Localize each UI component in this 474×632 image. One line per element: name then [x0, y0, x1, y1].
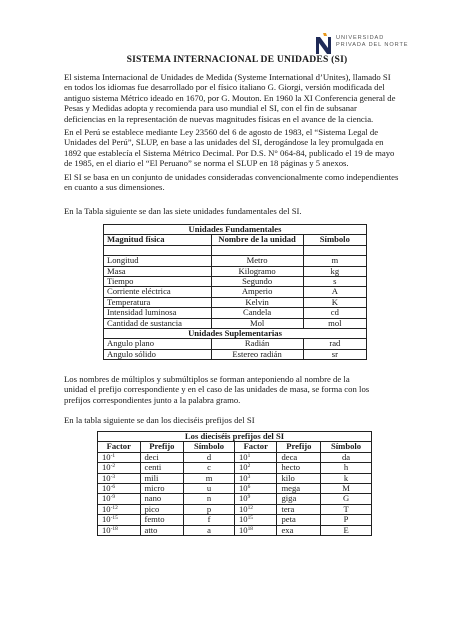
text-line: en cuanto a sus dimensiones.: [64, 182, 165, 193]
factor-exponent: 15: [247, 515, 253, 522]
paragraph-table-intro: [64, 206, 412, 216]
factor-base: 10: [238, 524, 248, 535]
factor-exponent: -2: [110, 463, 116, 470]
page-title: SISTEMA INTERNACIONAL DE UNIDADES (SI): [126, 54, 348, 65]
factor-exponent: 6: [247, 484, 251, 491]
factor-base: 10: [102, 503, 111, 514]
table-title-row: [104, 225, 367, 235]
factor-exponent: -1: [110, 452, 116, 459]
factor-base: 10: [238, 472, 248, 483]
factor-exponent: 2: [247, 463, 251, 470]
table-cell: K: [303, 297, 366, 307]
table-cell: Segundo: [211, 277, 303, 287]
section-title: Unidades Suplementarias: [104, 329, 367, 339]
column-header: Símbolo: [184, 442, 235, 452]
text-line: El sistema Internacional de Unidades de Medida (Systeme International d’Unites), llamado SI: [64, 72, 391, 82]
table-cell: Angulo sólido: [104, 349, 212, 359]
factor-base: 10: [238, 503, 248, 514]
table-cell: m: [303, 256, 366, 266]
table-cell: p: [184, 504, 235, 514]
text-line: Los nombres de múltiplos y submúltiplos se forman anteponiendo al nombre de la: [64, 374, 350, 384]
table-row: [104, 266, 367, 276]
table-row: [98, 463, 372, 473]
text-line: unidad el prefijo correspondiente y en el caso de las unidades de masa, se forma con los: [64, 384, 370, 395]
factor-cell: [98, 463, 141, 473]
table-cell: peta: [277, 515, 321, 525]
paragraph-si-basis: [64, 172, 412, 193]
table-title-row: [98, 432, 372, 442]
factor-cell: [98, 452, 141, 462]
factor-exponent: -15: [110, 515, 118, 522]
table-cell: hecto: [277, 463, 321, 473]
text-line: En el Perú se establece mediante Ley 23560 del 6 de agosto de 1983, el “Sistema Legal de: [64, 127, 379, 137]
factor-cell: [98, 525, 141, 535]
table-cell: Angulo plano: [104, 339, 212, 349]
table-cell: d: [184, 452, 235, 462]
factor-cell: [234, 452, 277, 462]
table-row: [104, 318, 367, 328]
table-cell: Estereo radián: [211, 349, 303, 359]
table-cell: G: [321, 494, 372, 504]
column-header: Factor: [234, 442, 277, 452]
factor-base: 10: [102, 514, 111, 525]
table-cell: Temperatura: [104, 297, 212, 307]
column-header: Prefijo: [140, 442, 184, 452]
table-cell: Kilogramo: [211, 266, 303, 276]
table-cell: mol: [303, 318, 366, 328]
table-cell: P: [321, 515, 372, 525]
table-cell: mili: [140, 473, 184, 483]
factor-base: 10: [102, 493, 111, 504]
factor-base: 10: [102, 483, 111, 494]
table-cell: h: [321, 463, 372, 473]
fundamental-units-table: [103, 224, 367, 360]
table-cell: nano: [140, 494, 184, 504]
text-line: El SI se basa en un conjunto de unidades consideradas convencionalmente como independientes: [64, 172, 399, 182]
table-cell: s: [303, 277, 366, 287]
table-row: [104, 256, 367, 266]
table-cell: micro: [140, 484, 184, 494]
table-title: Unidades Fundamentales: [104, 225, 367, 235]
factor-cell: [98, 484, 141, 494]
factor-exponent: -6: [110, 484, 116, 491]
text-line: antiguo sistema Métrico ideado en 1670, por G. Mouton. En 1960 la XI Conferencia general de: [64, 92, 396, 103]
text-line: 1892 que establecía el Sistema Métrico Decimal. Por D.S. N° 064-84, publicado el 19 de mayo: [64, 147, 395, 158]
text-line: En la Tabla siguiente se dan las siete unidades fundamentales del SI.: [64, 206, 302, 216]
factor-exponent: -3: [110, 473, 116, 480]
table-cell: k: [321, 473, 372, 483]
prefix-table: [97, 431, 372, 536]
factor-exponent: 3: [247, 473, 251, 480]
table-cell: Masa: [104, 266, 212, 276]
table-cell: u: [184, 484, 235, 494]
factor-cell: [234, 494, 277, 504]
text-line: de 1985, en el diario el “El Peruano” se norma el SLUP en 18 páginas y 5 anexos.: [64, 158, 349, 169]
table-cell: Intensidad luminosa: [104, 308, 212, 318]
table-row: [98, 484, 372, 494]
table-cell: Amperio: [211, 287, 303, 297]
table-cell: sr: [303, 349, 366, 359]
factor-cell: [234, 504, 277, 514]
table-cell: Kelvin: [211, 297, 303, 307]
university-logo: [314, 33, 440, 55]
table-spacer-row: [104, 245, 367, 255]
table-cell: kilo: [277, 473, 321, 483]
table-row: [98, 494, 372, 504]
table-cell: Cantidad de sustancia: [104, 318, 212, 328]
table-cell: pico: [140, 504, 184, 514]
logo-line-1: UNIVERSIDAD: [336, 35, 385, 41]
column-header: Símbolo: [321, 442, 372, 452]
paragraph-intro: [64, 72, 412, 124]
table-cell: mega: [277, 484, 321, 494]
table-cell: kg: [303, 266, 366, 276]
text-line: Pesas y Medidas adopta y recomienda para uso mundial el SI, con el fin de subsanar: [64, 103, 357, 114]
factor-cell: [234, 484, 277, 494]
factor-exponent: 18: [247, 525, 253, 532]
paragraph-prefix-table-intro: [64, 415, 412, 425]
factor-exponent: -12: [110, 504, 118, 511]
table-row: [104, 277, 367, 287]
factor-base: 10: [102, 451, 111, 462]
logo-text: [336, 35, 408, 49]
text-line: deficiencias en la representación de nuevas magnitudes físicas en el avance de la ciencia.: [64, 113, 374, 124]
table-row: [98, 473, 372, 483]
table-cell: M: [321, 484, 372, 494]
factor-cell: [98, 515, 141, 525]
factor-cell: [98, 473, 141, 483]
text-line: prefijos correspondientes junto a la palabra gramo.: [64, 394, 241, 405]
table-cell: c: [184, 463, 235, 473]
factor-exponent: 1: [247, 452, 251, 459]
table-header-row: [98, 442, 372, 452]
paragraph-peru: [64, 127, 412, 169]
factor-cell: [98, 504, 141, 514]
table-cell: Tiempo: [104, 277, 212, 287]
table-cell: T: [321, 504, 372, 514]
table-row: [104, 297, 367, 307]
factor-cell: [234, 515, 277, 525]
factor-base: 10: [238, 462, 248, 473]
text-line: en todos los idiomas fue desarrollado por el físico italiano G. Giorgi, versión modificada del: [64, 82, 385, 93]
text-line: En la tabla siguiente se dan los dieciséis prefijos del SI: [64, 415, 255, 425]
table-cell: deca: [277, 452, 321, 462]
paragraph-prefixes: [64, 374, 412, 405]
factor-cell: [234, 525, 277, 535]
table-cell: femto: [140, 515, 184, 525]
table-cell: a: [184, 525, 235, 535]
table-header-row: [104, 235, 367, 245]
table-row: [104, 308, 367, 318]
table-cell: Candela: [211, 308, 303, 318]
table-cell: E: [321, 525, 372, 535]
table-row: [104, 287, 367, 297]
column-header: Símbolo: [303, 235, 366, 245]
table-cell: tera: [277, 504, 321, 514]
factor-cell: [234, 463, 277, 473]
factor-base: 10: [238, 493, 248, 504]
factor-exponent: -18: [110, 525, 118, 532]
table-cell: f: [184, 515, 235, 525]
logo-n-icon: [314, 33, 334, 55]
table-cell: m: [184, 473, 235, 483]
table-cell: atto: [140, 525, 184, 535]
table-cell: da: [321, 452, 372, 462]
factor-exponent: 12: [247, 504, 253, 511]
table-cell: Corriente eléctrica: [104, 287, 212, 297]
table-cell: cd: [303, 308, 366, 318]
factor-cell: [234, 473, 277, 483]
text-line: Unidades del Perú”, SLUP, en base a las unidades del SI, derogándose la ley promulgada en: [64, 137, 384, 148]
column-header: Factor: [98, 442, 141, 452]
table-row: [104, 349, 367, 359]
factor-cell: [98, 494, 141, 504]
factor-base: 10: [238, 451, 248, 462]
table-cell: rad: [303, 339, 366, 349]
table-cell: Radián: [211, 339, 303, 349]
factor-exponent: -9: [110, 494, 116, 501]
table-cell: Mol: [211, 318, 303, 328]
column-header: Nombre de la unidad: [211, 235, 303, 245]
table-cell: Longitud: [104, 256, 212, 266]
table-section-row: [104, 329, 367, 339]
table-row: [98, 515, 372, 525]
factor-base: 10: [102, 524, 111, 535]
factor-exponent: 9: [247, 494, 251, 501]
table-title: Los dieciséis prefijos del SI: [98, 432, 372, 442]
table-cell: Metro: [211, 256, 303, 266]
table-cell: giga: [277, 494, 321, 504]
factor-base: 10: [102, 462, 111, 473]
table-cell: deci: [140, 452, 184, 462]
table-row: [104, 339, 367, 349]
table-row: [98, 504, 372, 514]
factor-base: 10: [238, 483, 248, 494]
logo-line-2: PRIVADA DEL NORTE: [336, 42, 409, 48]
column-header: Prefijo: [277, 442, 321, 452]
table-cell: exa: [277, 525, 321, 535]
factor-base: 10: [238, 514, 248, 525]
table-row: [98, 525, 372, 535]
column-header: Magnitud física: [104, 235, 212, 245]
table-cell: A: [303, 287, 366, 297]
table-row: [98, 452, 372, 462]
table-cell: n: [184, 494, 235, 504]
factor-base: 10: [102, 472, 111, 483]
table-cell: centi: [140, 463, 184, 473]
